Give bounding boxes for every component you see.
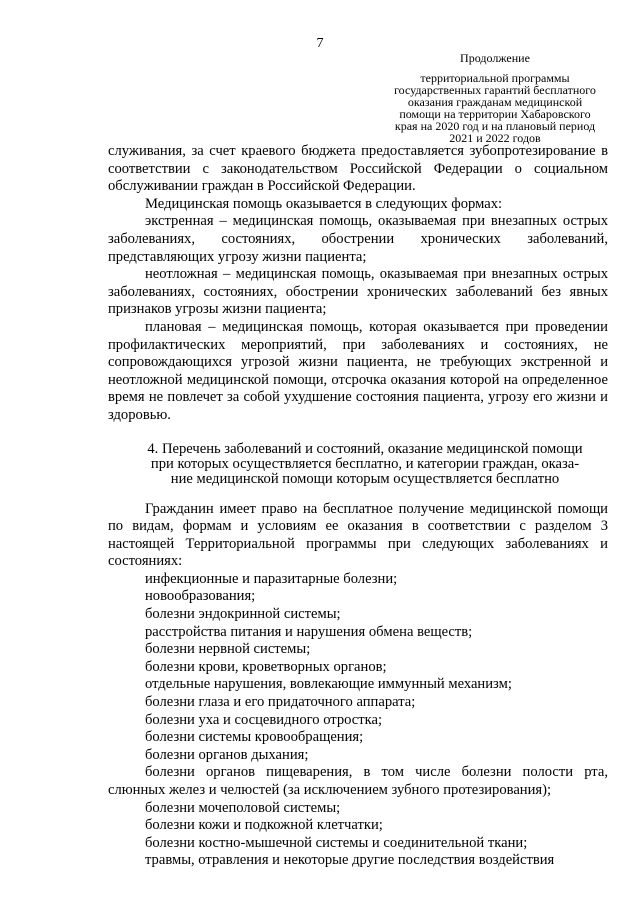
section-heading-line: при которых осуществляется бесплатно, и категории граждан, оказа- (150, 455, 580, 472)
section-heading-line: ние медицинской помощи которым осуществляется бесплатно (170, 470, 560, 487)
list-item: болезни нервной системы; (145, 641, 311, 658)
list-item: болезни эндокринной системы; (145, 606, 341, 623)
list-item: новообразования; (145, 588, 256, 605)
body-text (108, 143, 608, 870)
list-item: болезни органов дыхания; (145, 746, 309, 763)
paragraph: неотложная – медицинская помощь, оказываемая при внезапных острых заболеваниях, состояниях, обострении хронических заболеваний без явных признаков угрозы жизни пациента; (108, 266, 608, 318)
running-header-line: 2021 и 2022 годов (449, 131, 541, 145)
list-item: инфекционные и паразитарные болезни; (145, 570, 398, 587)
running-header-line: территориальной программы (420, 71, 570, 85)
running-header-line: края на 2020 год и на плановый период (394, 119, 596, 133)
paragraph: плановая – медицинская помощь, которая оказывается при проведении профилактических мероприятий, при заболеваниях и состояниях, не сопровождающихся угрозой жизни пациента, не требующих экстренной и неотложной медицинской помощи, отсрочка оказания которой на определенное время не повлечет за собой ухудшение состояния пациента, угрозу его жизни и здоровью. (108, 318, 608, 423)
section-heading-line: 4. Перечень заболеваний и состояний, оказание медицинской помощи (147, 440, 583, 457)
list-item: болезни органов пищеварения, в том числе болезни полости рта, слюнных желез и челюстей (за исключением зубного протезирования); (108, 764, 608, 798)
disease-list (108, 571, 608, 870)
running-header-line: государственных гарантий бесплатного (394, 83, 596, 97)
list-item: болезни глаза и его придаточного аппарата; (145, 694, 416, 711)
list-item: отдельные нарушения, вовлекающие иммунный механизм; (145, 676, 512, 693)
list-item: расстройства питания и нарушения обмена веществ; (145, 623, 473, 640)
paragraph: Медицинская помощь оказывается в следующих формах: (145, 195, 503, 212)
continuation-label: Продолжение (460, 51, 530, 65)
list-item: болезни кожи и подкожной клетчатки; (145, 817, 383, 834)
list-item: болезни костно-мышечной системы и соединительной ткани; (145, 834, 528, 851)
running-header-line: оказания гражданам медицинской (407, 95, 583, 109)
paragraph: экстренная – медицинская помощь, оказываемая при внезапных острых заболеваниях, состояниях, обострении хронических заболеваний, представляющих угрозу жизни пациента; (108, 213, 608, 265)
list-item: болезни мочеполовой системы; (145, 799, 341, 816)
running-header (355, 52, 635, 144)
list-item: болезни уха и сосцевидного отростка; (145, 711, 383, 728)
list-item: болезни системы кровообращения; (145, 729, 364, 746)
list-item: болезни крови, кроветворных органов; (145, 658, 387, 675)
running-header-line: помощи на территории Хабаровского (399, 107, 591, 121)
section-heading (108, 442, 608, 487)
paragraph: служивания, за счет краевого бюджета предоставляется зубопротезирование в соответствии с законодательством Российской Федерации о социальном обслуживании граждан в Российской Федерации. (108, 143, 608, 195)
page-number: 7 (316, 36, 324, 51)
intro-paragraph: Гражданин имеет право на бесплатное получение медицинской помощи по видам, формам и условиям ее оказания в соответствии с разделом 3 настоящей Территориальной программы при следующих заболеваниях и состояниях: (108, 500, 608, 570)
list-item: травмы, отравления и некоторые другие последствия воздействия (145, 852, 555, 869)
